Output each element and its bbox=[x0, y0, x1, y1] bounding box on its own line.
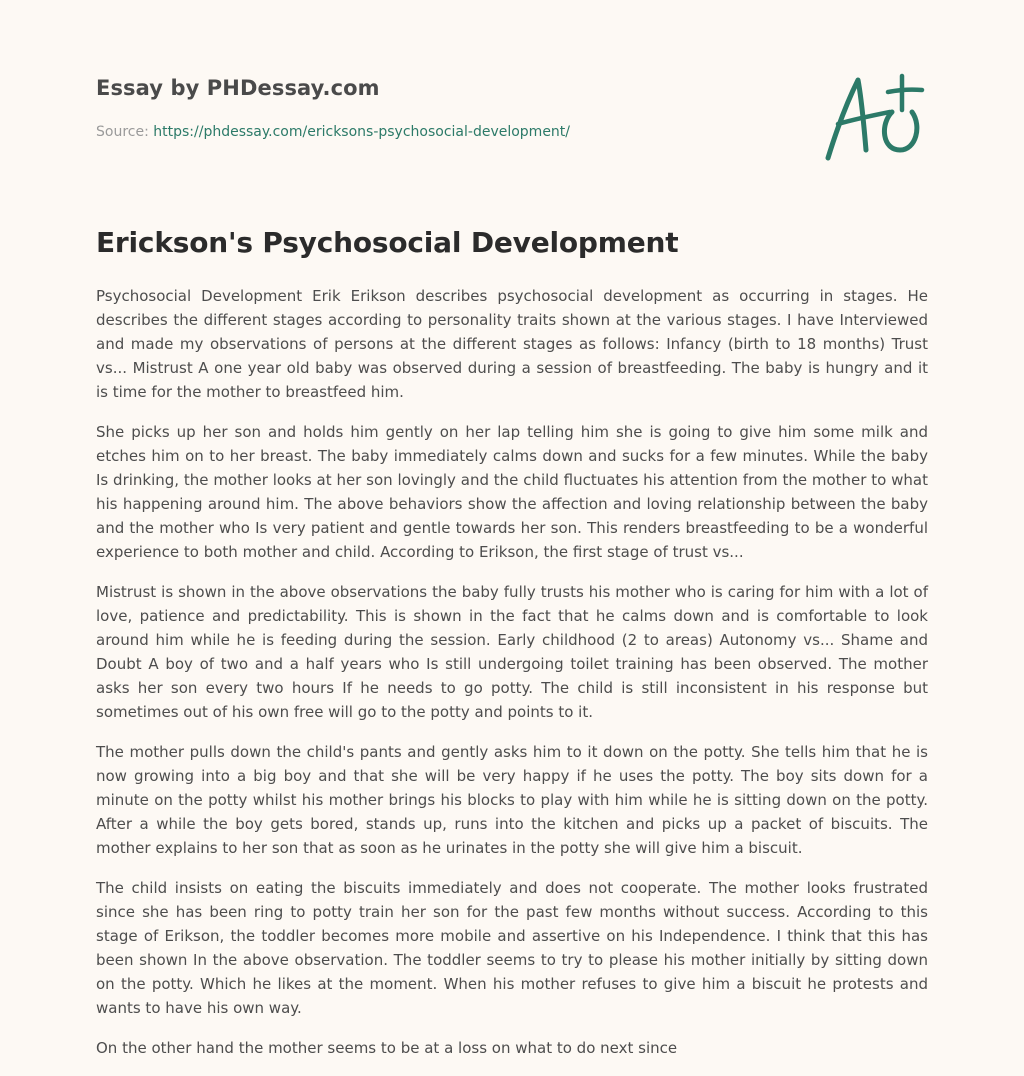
essay-paragraph: On the other hand the mother seems to be at a loss on what to do next since bbox=[96, 1039, 678, 1057]
source-line bbox=[96, 124, 570, 140]
essay-title: Erickson's Psychosocial Development bbox=[96, 226, 679, 259]
essay-paragraph: The mother pulls down the child's pants and gently asks him to it down on the potty. She tells him that he is now growing into a big boy and that she will be very happy if he uses the potty. The boy sits down for a minute on the potty whilst his mother brings his blocks to play with him while he is sitting down on the potty. After a while the boy gets bored, stands up, runs into the kitchen and picks up a packet of biscuits. The mother explains to her son that as soon as he urinates in the potty she will give him a biscuit. bbox=[96, 743, 928, 857]
essay-paragraph: She picks up her son and holds him gently on her lap telling him she is going to give him some milk and etches him on to her breast. The baby immediately calms down and sucks for a few minutes. While the baby Is drinking, the mother looks at her son lovingly and the child fluctuates his attention from the mother to what his happening around him. The above behaviors show the affection and loving relationship between the baby and the mother who Is very patient and gentle towards her son. This renders breastfeeding to be a wonderful experience to both mother and child. According to Erikson, the first stage of trust vs... bbox=[96, 423, 928, 561]
source-label: Source: bbox=[96, 124, 154, 140]
a-plus-logo-icon bbox=[818, 66, 930, 166]
essay-body bbox=[96, 284, 928, 1076]
site-title: Essay by PHDessay.com bbox=[96, 76, 380, 100]
essay-paragraph: Mistrust is shown in the above observations the baby fully trusts his mother who is caring for him with a lot of love, patience and predictability. This is shown in the fact that he calms down and is comfortable to look around him while he is feeding during the session. Early childhood (2 to areas) Autonomy vs... Shame and Doubt A boy of two and a half years who Is still undergoing toilet training has been observed. The mother asks her son every two hours If he needs to go potty. The child is still inconsistent in his response but sometimes out of his own free will go to the potty and points to it. bbox=[96, 583, 928, 721]
essay-paragraph: Psychosocial Development Erik Erikson describes psychosocial development as occurring in stages. He describes the different stages according to personality traits shown at the various stages. I have Interviewed and made my observations of persons at the different stages as follows: Infancy (birth to 18 months) Trust vs... Mistrust A one year old baby was observed during a session of breastfeeding. The baby is hungry and it is time for the mother to breastfeed him. bbox=[96, 287, 928, 401]
essay-paragraph: The child insists on eating the biscuits immediately and does not cooperate. The mother looks frustrated since she has been ring to potty train her son for the past few months without success. According to this stage of Erikson, the toddler becomes more mobile and assertive on his Independence. I think that this has been shown In the above observation. The toddler seems to try to please his mother initially by sitting down on the potty. Which he likes at the moment. When his mother refuses to give him a biscuit he protests and wants to have his own way. bbox=[96, 879, 928, 1017]
source-link[interactable]: https://phdessay.com/ericksons-psychosocial-development/ bbox=[153, 124, 571, 140]
